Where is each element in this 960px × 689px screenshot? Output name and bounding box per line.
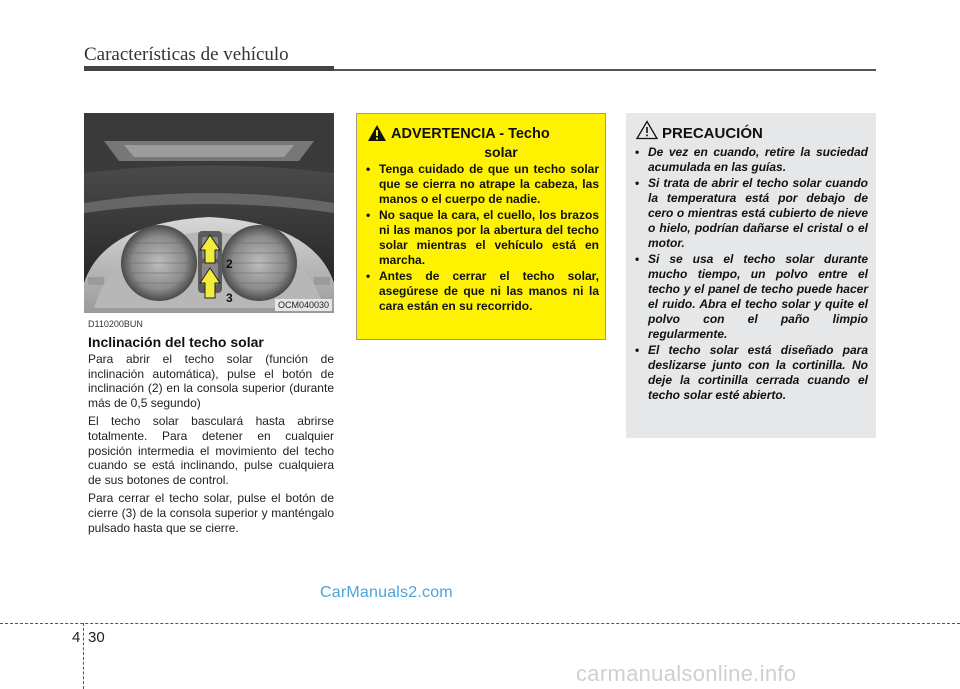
chapter-number: 4 <box>72 629 81 646</box>
warning-title-continued: solar <box>484 144 518 160</box>
list-item: • Tenga cuidado de que un techo solar que se cierra no atrape la cabeza, las manos o el cuerpo de nadie. <box>365 162 599 207</box>
header-rule-thick <box>84 66 334 71</box>
warning-triangle-icon <box>367 124 387 142</box>
body-text <box>88 352 334 539</box>
callout-2: 2 <box>226 257 233 271</box>
paragraph: Para abrir el techo solar (función de inclinación automática), pulse el botón de inclinación (2) en la consola superior (durante más de 0,5 segundo) <box>88 352 334 410</box>
paragraph: Para cerrar el techo solar, pulse el botón de cierre (3) de la consola superior y manténgalo pulsado hasta que se cierre. <box>88 491 334 535</box>
section-heading: Inclinación del techo solar <box>88 334 264 350</box>
list-item: • De vez en cuando, retire la suciedad acumulada en las guías. <box>634 145 868 175</box>
footer-site-watermark: carmanualsonline.info <box>576 661 797 686</box>
page-number: 30 <box>88 629 105 646</box>
warning-title: ADVERTENCIA - Techo <box>391 126 550 142</box>
list-item: • No saque la cara, el cuello, los brazos ni las manos por la abertura del techo solar mientras el vehículo está en marcha. <box>365 208 599 268</box>
figure-code: OCM040030 <box>275 299 332 311</box>
list-item: • Antes de cerrar el techo solar, asegúrese de que ni las manos ni la cara están en su recorrido. <box>365 269 599 314</box>
list-item: • Si trata de abrir el techo solar cuando la temperatura está por debajo de cero o mientras está cubierto de nieve o hielo, podrían dañarse el cristal o el motor. <box>634 176 868 251</box>
caution-title: PRECAUCIÓN <box>662 125 763 142</box>
list-item: • Si se usa el techo solar durante mucho tiempo, un polvo entre el techo y el panel de techo puede hacer el ruido. Abra el techo solar y quite el polvo con el paño limpio regularmente. <box>634 252 868 342</box>
list-item: • El techo solar está diseñado para deslizarse junto con la cortinilla. No deje la cortinilla cerrada cuando el techo solar esté abierto. <box>634 343 868 403</box>
watermark-link[interactable]: CarManuals2.com <box>320 584 453 601</box>
caution-list <box>634 145 868 404</box>
caution-triangle-icon <box>636 120 658 140</box>
footer-divider <box>83 623 84 689</box>
footer-rule <box>0 623 960 624</box>
callout-3: 3 <box>226 291 233 305</box>
overhead-console-photo <box>84 113 334 313</box>
reference-code: D110200BUN <box>88 319 143 329</box>
warning-box <box>356 113 606 340</box>
warning-list <box>365 162 599 315</box>
header-title: Características de vehículo <box>84 44 289 65</box>
header-rule-thin <box>334 69 876 71</box>
paragraph: El techo solar basculará hasta abrirse totalmente. Para detener en cualquier posición intermedia el movimiento del techo cuando se está inclinando, pulse cualquiera de sus botones de control. <box>88 414 334 487</box>
caution-box <box>626 113 876 438</box>
